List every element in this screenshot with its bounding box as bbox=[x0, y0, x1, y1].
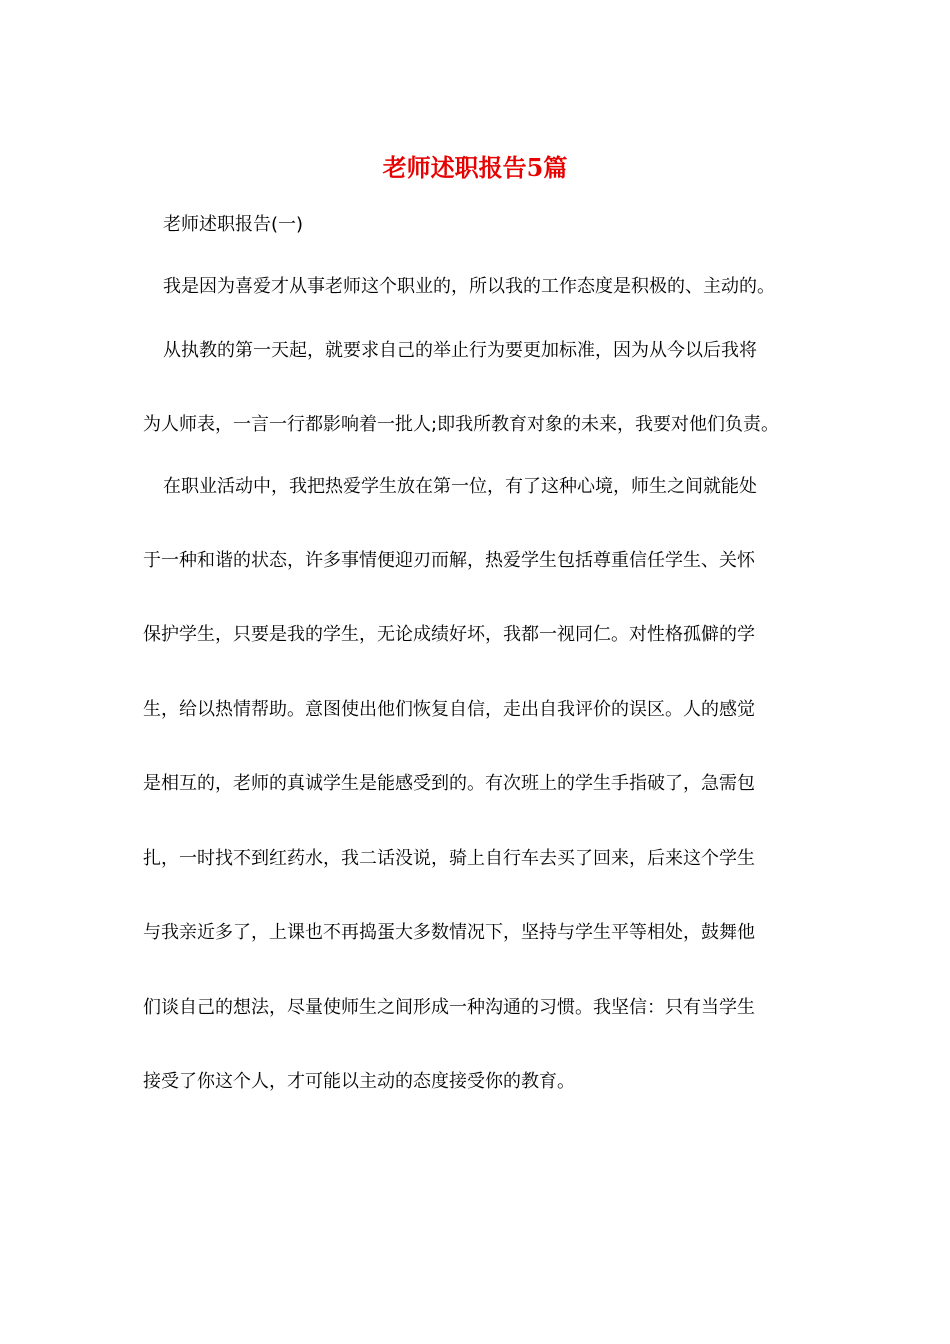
paragraph-line-11: 们谈自己的想法，尽量使师生之间形成一种沟通的习惯。我坚信：只有当学生 bbox=[143, 997, 755, 1018]
paragraph-line-9: 扎，一时找不到红药水，我二话没说，骑上自行车去买了回来，后来这个学生 bbox=[143, 848, 755, 869]
paragraph-line-2: 从执教的第一天起，就要求自己的举止行为要更加标准，因为从今以后我将 bbox=[163, 340, 757, 361]
document-title: 老师述职报告5篇 bbox=[382, 153, 568, 182]
paragraph-line-10: 与我亲近多了，上课也不再捣蛋大多数情况下，坚持与学生平等相处，鼓舞他 bbox=[143, 922, 755, 943]
paragraph-line-12: 接受了你这个人，才可能以主动的态度接受你的教育。 bbox=[143, 1071, 575, 1092]
paragraph-line-3: 为人师表，一言一行都影响着一批人;即我所教育对象的未来，我要对他们负责。 bbox=[143, 414, 780, 435]
paragraph-line-4: 在职业活动中，我把热爱学生放在第一位，有了这种心境，师生之间就能处 bbox=[163, 476, 757, 497]
paragraph-line-5: 于一种和谐的状态，许多事情便迎刃而解，热爱学生包括尊重信任学生、关怀 bbox=[143, 550, 755, 571]
paragraph-line-7: 生，给以热情帮助。意图使出他们恢复自信，走出自我评价的误区。人的感觉 bbox=[143, 699, 755, 720]
paragraph-line-1: 我是因为喜爱才从事老师这个职业的，所以我的工作态度是积极的、主动的。 bbox=[163, 276, 775, 297]
paragraph-line-8: 是相互的，老师的真诚学生是能感受到的。有次班上的学生手指破了，急需包 bbox=[143, 773, 755, 794]
section-heading: 老师述职报告(一) bbox=[163, 214, 304, 235]
paragraph-line-6: 保护学生，只要是我的学生，无论成绩好坏，我都一视同仁。对性格孤僻的学 bbox=[143, 624, 755, 645]
